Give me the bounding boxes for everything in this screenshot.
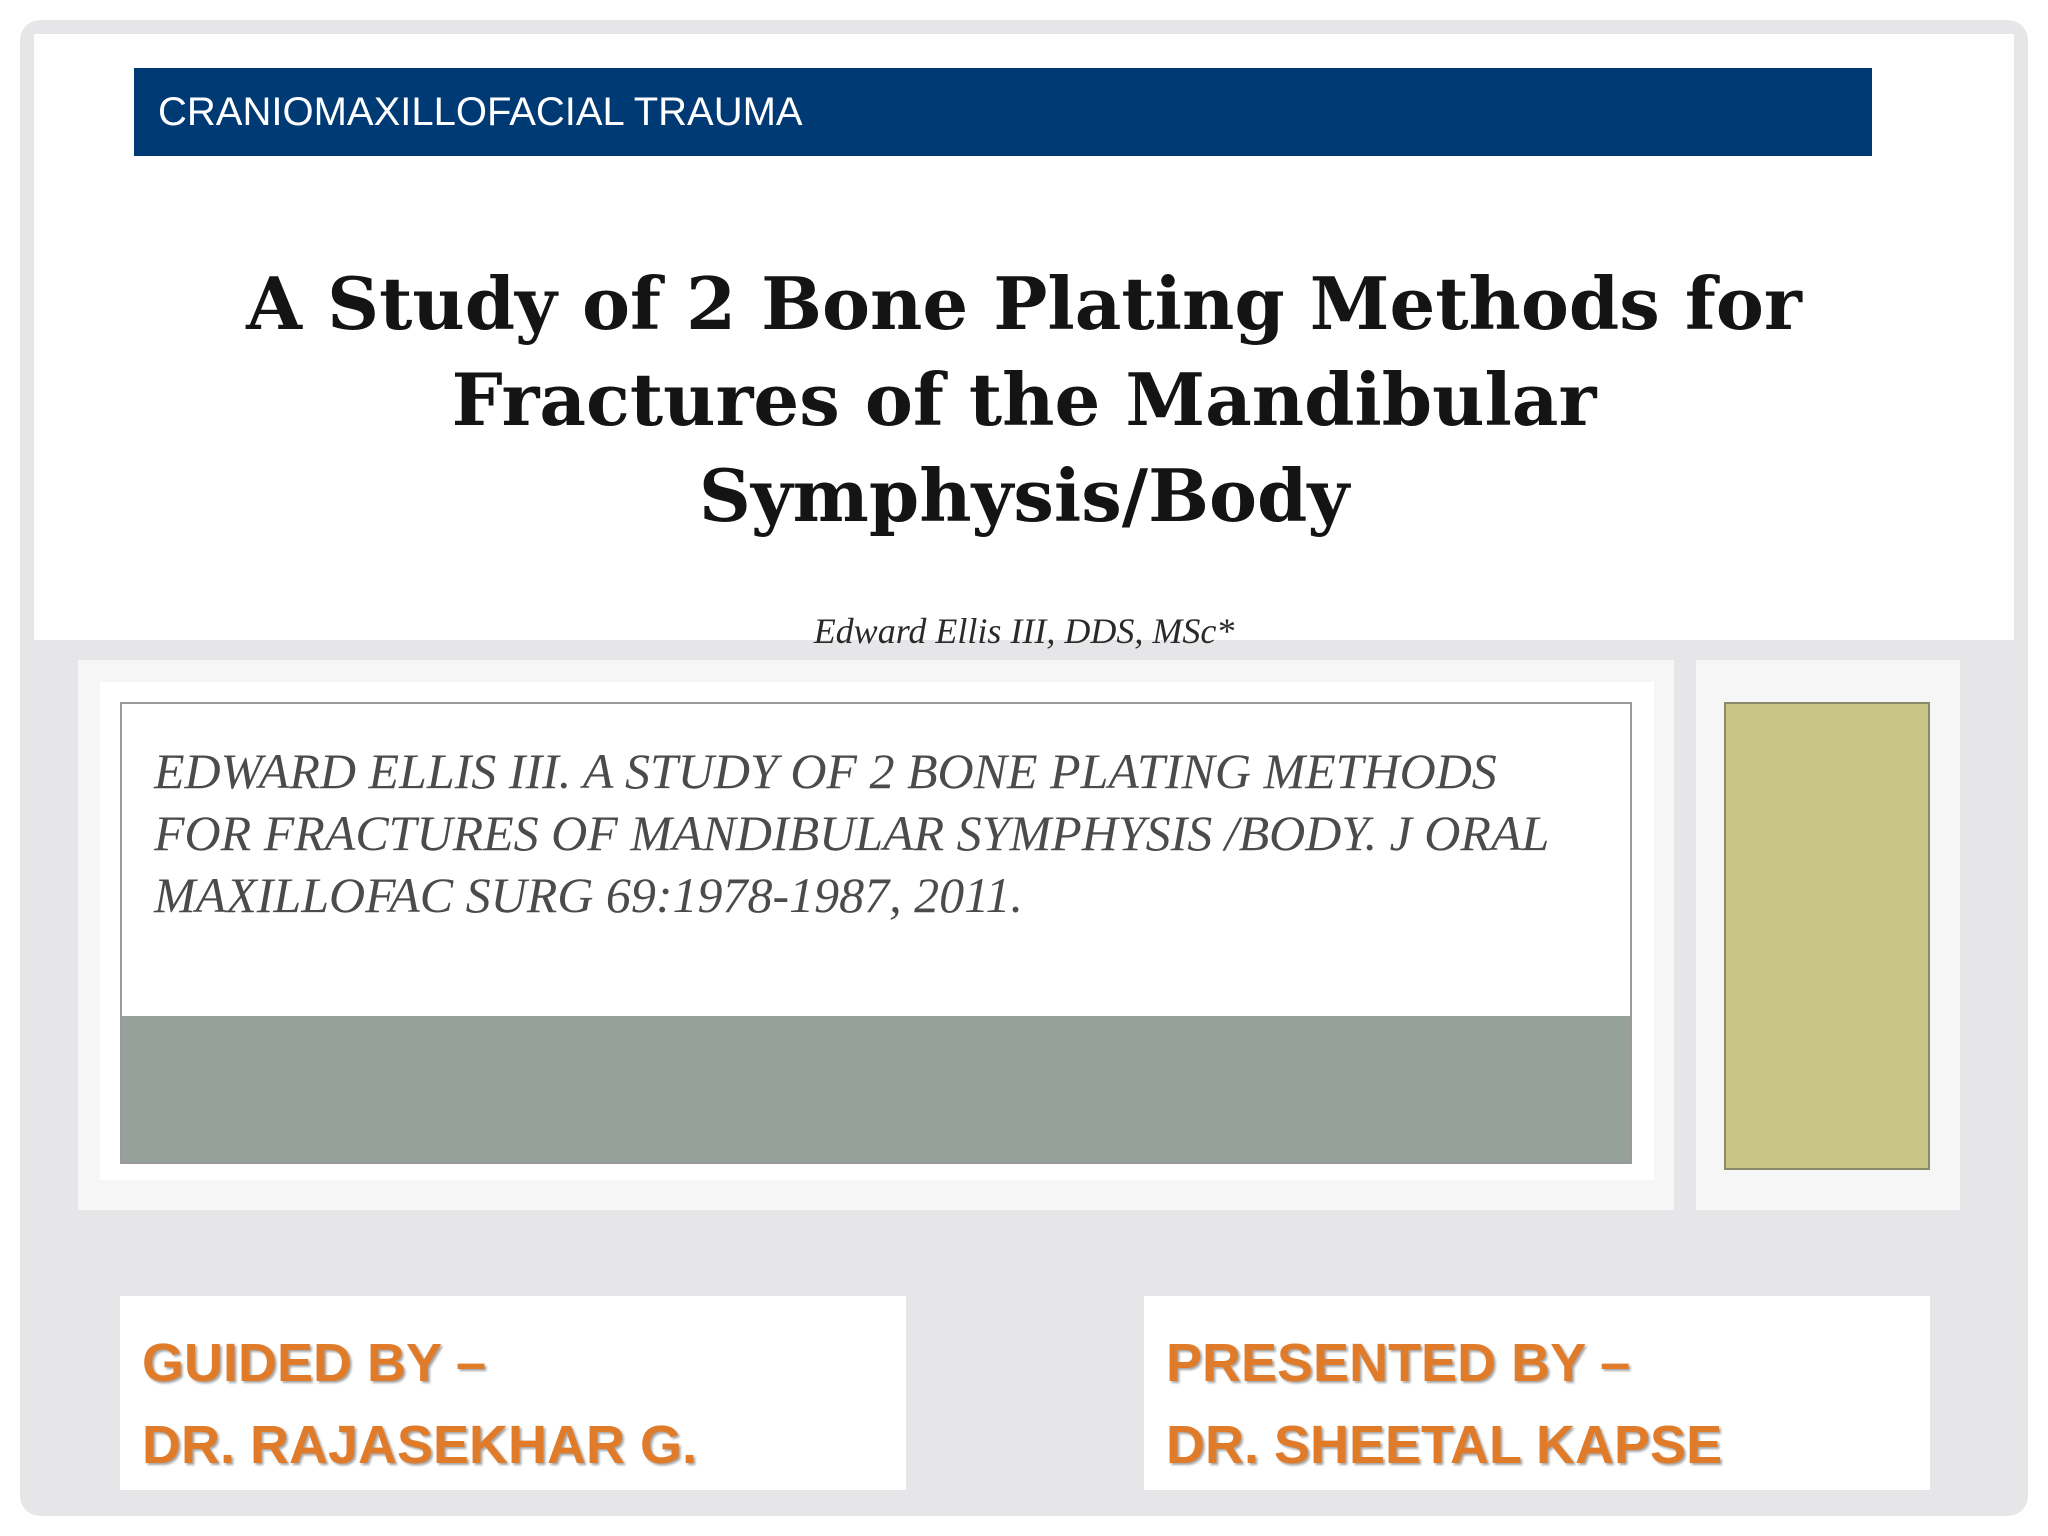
journal-section-banner bbox=[134, 68, 1872, 156]
journal-section-label: CRANIOMAXILLOFACIAL TRAUMA bbox=[158, 89, 803, 134]
citation-text: EDWARD ELLIS III. A STUDY OF 2 BONE PLATING METHODS FOR FRACTURES OF MANDIBULAR SYMPHYSIS /BODY. J ORAL MAXILLOFAC SURG 69:1978-1987, 2011. bbox=[154, 743, 1549, 923]
guided-by-label: GUIDED BY – bbox=[142, 1333, 487, 1393]
decorative-band bbox=[122, 1016, 1630, 1162]
article-title-line: Fractures of the Mandibular bbox=[451, 357, 1597, 442]
article-title-line: Symphysis/Body bbox=[698, 453, 1350, 538]
article-author: Edward Ellis III, DDS, MSc* bbox=[813, 611, 1235, 651]
article-title-line: A Study of 2 Bone Plating Methods for bbox=[246, 261, 1802, 346]
guided-by-box bbox=[120, 1296, 906, 1490]
citation-box bbox=[120, 702, 1632, 1164]
presentation-slide bbox=[20, 20, 2028, 1516]
presenter-name: DR. SHEETAL KAPSE bbox=[1166, 1415, 1723, 1475]
decorative-side-block bbox=[1724, 702, 1930, 1170]
presented-by-label: PRESENTED BY – bbox=[1166, 1333, 1631, 1393]
guide-name: DR. RAJASEKHAR G. bbox=[142, 1415, 698, 1475]
presented-by-box bbox=[1144, 1296, 1930, 1490]
article-title bbox=[34, 256, 2014, 544]
article-header-image bbox=[34, 34, 2014, 651]
